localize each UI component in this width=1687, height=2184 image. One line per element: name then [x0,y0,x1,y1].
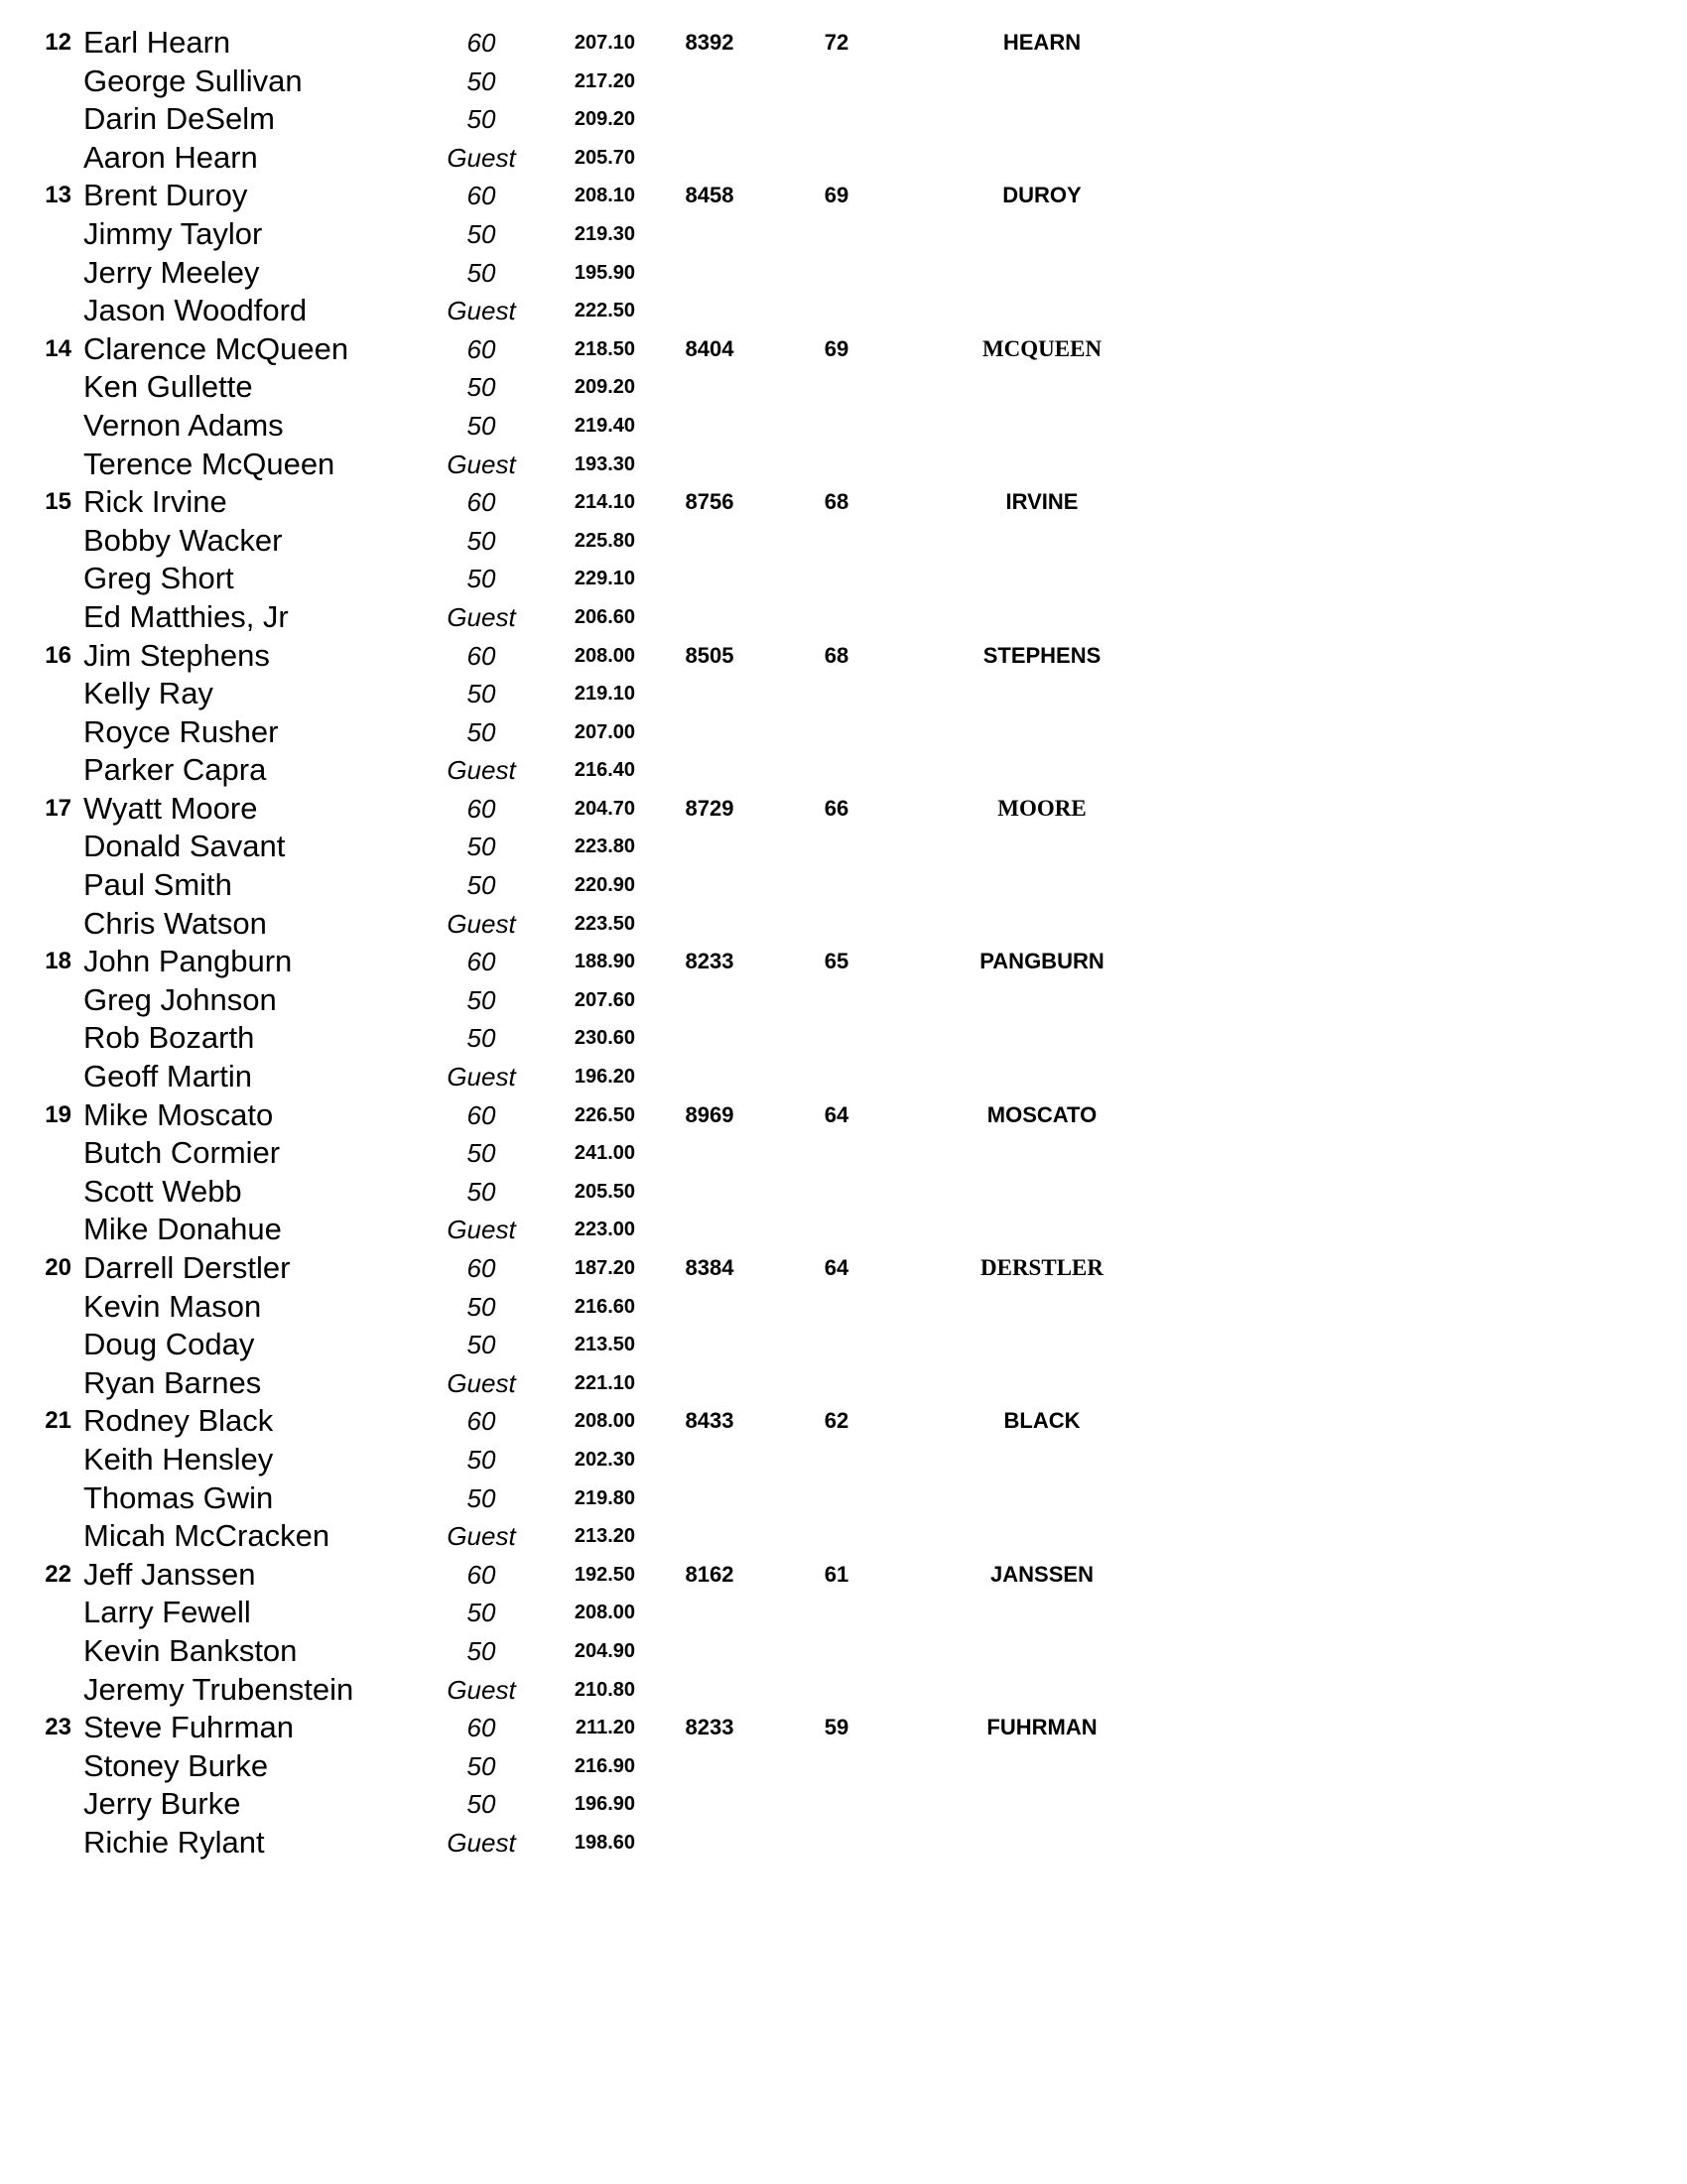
age-division: Guest [447,296,516,326]
age-division: 60 [466,28,496,58]
team-name: HEARN [1002,30,1082,55]
age-division: Guest [447,1827,516,1858]
team-group [0,177,1687,329]
age-division: 50 [466,1330,496,1360]
age-division: 60 [466,333,496,364]
bowler-score: 226.50 [574,1103,635,1126]
bowler-name: Kevin Bankston [83,1632,298,1668]
bowler-score: 216.60 [574,1295,635,1318]
bowler-name: Richie Rylant [83,1824,265,1860]
bowler-score: 187.20 [574,1257,635,1279]
team-points: 62 [824,1408,849,1434]
team-lead-row [0,1709,1687,1747]
bowler-name: Scott Webb [83,1173,242,1209]
bowler-score: 209.20 [574,376,635,399]
member-row [0,1019,1687,1058]
age-division: 50 [466,564,496,594]
member-row [0,560,1687,598]
member-row [0,1364,1687,1403]
bowler-name: Greg Johnson [83,981,277,1017]
member-row [0,866,1687,905]
age-division: Guest [447,1521,516,1552]
bowler-score: 210.80 [574,1678,635,1701]
bowler-name: Jason Woodford [83,293,308,328]
bowler-name: Mike Moscato [83,1096,274,1132]
bowler-name: Butch Cormier [83,1135,281,1171]
age-division: 50 [466,1635,496,1666]
bowler-score: 214.10 [574,491,635,514]
member-row [0,100,1687,139]
bowler-name: Stoney Burke [83,1747,269,1783]
member-row [0,1134,1687,1173]
bowler-name: Ken Gullette [83,369,253,405]
bowler-name: Wyatt Moore [83,790,258,826]
bowler-score: 219.10 [574,683,635,706]
bowler-name: Donald Savant [83,829,286,864]
member-row [0,713,1687,752]
bowler-name: Steve Fuhrman [83,1710,294,1745]
bowler-score: 223.50 [574,912,635,935]
team-points: 68 [824,489,849,515]
member-row [0,981,1687,1020]
team-group [0,1249,1687,1402]
team-total: 8162 [685,1561,734,1587]
bowler-score: 230.60 [574,1027,635,1050]
age-division: 50 [466,1789,496,1820]
team-group [0,1096,1687,1249]
bowler-name: Greg Short [83,561,234,596]
member-row [0,1441,1687,1479]
member-row [0,407,1687,446]
bowler-score: 193.30 [574,452,635,475]
age-division: 50 [466,870,496,901]
team-name: MOORE [997,795,1087,821]
bowler-name: Royce Rusher [83,713,279,749]
age-division: 50 [466,372,496,403]
team-group [0,1556,1687,1709]
bowler-score: 211.20 [575,1717,635,1739]
member-row [0,522,1687,561]
team-points: 69 [824,335,849,361]
team-points: 64 [824,1101,849,1127]
team-lead-row [0,330,1687,369]
bowler-score: 208.00 [574,1602,635,1624]
age-division: 60 [466,793,496,824]
team-name: DERSTLER [980,1255,1103,1280]
team-number: 12 [45,29,71,56]
bowler-score: 196.90 [574,1793,635,1816]
bowler-name: Vernon Adams [83,407,284,443]
bowler-score: 216.40 [574,759,635,782]
member-row [0,1747,1687,1786]
member-row [0,215,1687,254]
team-lead-row [0,1556,1687,1595]
bowler-score: 207.60 [574,988,635,1011]
team-lead-row [0,943,1687,981]
age-division: 50 [466,218,496,249]
member-row [0,598,1687,637]
bowler-score: 207.00 [574,720,635,743]
bowler-score: 220.90 [574,874,635,897]
bowler-name: Chris Watson [83,905,267,941]
member-row [0,1824,1687,1863]
team-group [0,790,1687,943]
member-row [0,905,1687,944]
team-group [0,330,1687,483]
team-group [0,24,1687,177]
member-row [0,1517,1687,1556]
member-row [0,1288,1687,1327]
team-points: 61 [824,1561,849,1587]
team-lead-row [0,1096,1687,1135]
bowler-name: Ryan Barnes [83,1364,262,1400]
bowler-name: Jeff Janssen [83,1556,256,1592]
age-division: 60 [466,1099,496,1130]
team-lead-row [0,483,1687,522]
team-group [0,943,1687,1095]
age-division: 50 [466,716,496,747]
team-total: 8458 [685,183,734,208]
team-group [0,637,1687,790]
team-lead-row [0,1249,1687,1288]
team-total: 8969 [685,1101,734,1127]
bowler-score: 219.80 [574,1486,635,1509]
team-name: FUHRMAN [986,1715,1098,1740]
bowler-name: Terence McQueen [83,446,335,481]
bowler-name: Jerry Meeley [83,254,260,290]
age-division: 50 [466,257,496,288]
team-number: 17 [45,794,71,822]
age-division: 50 [466,410,496,441]
bowler-score: 216.90 [574,1754,635,1777]
team-name: BLACK [1003,1408,1081,1434]
team-number: 22 [45,1560,71,1588]
team-lead-row [0,1402,1687,1441]
bowler-name: Jimmy Taylor [83,215,263,251]
bowler-name: Parker Capra [83,752,267,788]
results-sheet [0,24,1687,1863]
age-division: Guest [447,1367,516,1398]
age-division: 60 [466,1559,496,1590]
age-division: 50 [466,104,496,135]
team-total: 8392 [685,30,734,55]
team-total: 8756 [685,489,734,515]
bowler-score: 207.10 [574,32,635,54]
team-points: 69 [824,183,849,208]
member-row [0,1326,1687,1364]
age-division: 50 [466,832,496,862]
bowler-name: Mike Donahue [83,1212,282,1247]
bowler-score: 204.70 [574,797,635,820]
team-total: 8505 [685,642,734,668]
age-division: 50 [466,1138,496,1169]
team-name: PANGBURN [979,949,1104,974]
team-total: 8404 [685,335,734,361]
team-lead-row [0,24,1687,63]
team-total: 8433 [685,1408,734,1434]
team-number: 14 [45,334,71,362]
team-number: 19 [45,1100,71,1128]
team-points: 59 [824,1715,849,1740]
bowler-score: 213.20 [574,1525,635,1548]
team-number: 18 [45,948,71,975]
bowler-name: Thomas Gwin [83,1479,274,1515]
member-row [0,292,1687,330]
team-name: MCQUEEN [981,335,1103,361]
bowler-name: Doug Coday [83,1327,255,1362]
bowler-name: Larry Fewell [83,1595,251,1630]
age-division: 50 [466,984,496,1015]
bowler-name: Darrell Derstler [83,1250,291,1285]
age-division: 60 [466,487,496,518]
age-division: 50 [466,1176,496,1207]
team-number: 15 [45,488,71,516]
member-row [0,368,1687,407]
age-division: Guest [447,1674,516,1705]
bowler-name: Geoff Martin [83,1059,253,1094]
team-points: 68 [824,642,849,668]
bowler-score: 208.10 [574,185,635,207]
age-division: Guest [447,1062,516,1092]
bowler-score: 223.80 [574,835,635,858]
age-division: 60 [466,640,496,671]
age-division: 60 [466,1406,496,1437]
bowler-score: 195.90 [574,261,635,284]
bowler-score: 204.90 [574,1639,635,1662]
team-number: 16 [45,641,71,669]
bowler-name: Kevin Mason [83,1288,262,1324]
team-points: 66 [824,795,849,821]
team-lead-row [0,637,1687,676]
member-row [0,1632,1687,1671]
bowler-score: 221.10 [574,1371,635,1394]
bowler-name: Rick Irvine [83,484,227,520]
member-row [0,1594,1687,1632]
team-number: 20 [45,1254,71,1281]
team-name: STEPHENS [982,642,1102,668]
team-number: 13 [45,182,71,209]
bowler-name: Keith Hensley [83,1441,274,1477]
bowler-score: 188.90 [574,951,635,973]
age-division: Guest [447,755,516,786]
bowler-name: Kelly Ray [83,676,213,711]
bowler-score: 208.00 [574,1410,635,1433]
bowler-score: 225.80 [574,529,635,552]
team-total: 8384 [685,1255,734,1280]
member-row [0,446,1687,484]
bowler-score: 222.50 [574,300,635,322]
bowler-name: Micah McCracken [83,1518,330,1554]
age-division: Guest [447,601,516,632]
team-name: JANSSEN [990,1561,1094,1587]
age-division: 50 [466,1598,496,1628]
bowler-name: Rob Bozarth [83,1020,255,1056]
age-division: 60 [466,181,496,211]
bowler-score: 202.30 [574,1448,635,1471]
bowler-name: Earl Hearn [83,25,231,60]
bowler-score: 192.50 [574,1563,635,1586]
bowler-score: 205.50 [574,1180,635,1203]
team-lead-row [0,177,1687,215]
age-division: 50 [466,1444,496,1475]
bowler-score: 219.30 [574,222,635,245]
member-row [0,1479,1687,1518]
age-division: 60 [466,1713,496,1743]
bowler-score: 241.00 [574,1142,635,1165]
age-division: 50 [466,679,496,709]
team-total: 8233 [685,1715,734,1740]
member-row [0,254,1687,293]
member-row [0,1211,1687,1249]
age-division: 50 [466,65,496,96]
age-division: 60 [466,947,496,977]
age-division: 50 [466,1023,496,1054]
bowler-score: 209.20 [574,108,635,131]
bowler-name: George Sullivan [83,63,303,98]
bowler-score: 218.50 [574,337,635,360]
member-row [0,63,1687,101]
team-number: 21 [45,1407,71,1435]
team-points: 72 [824,30,849,55]
bowler-name: Brent Duroy [83,178,248,213]
team-group [0,1709,1687,1862]
team-name: DUROY [1002,183,1082,208]
bowler-score: 217.20 [574,69,635,92]
bowler-score: 196.20 [574,1066,635,1089]
bowler-score: 213.50 [574,1334,635,1356]
age-division: 50 [466,1750,496,1781]
team-total: 8729 [685,795,734,821]
team-number: 23 [45,1714,71,1741]
member-row [0,751,1687,790]
bowler-score: 206.60 [574,605,635,628]
bowler-name: Ed Matthies, Jr [83,598,289,634]
bowler-name: Jeremy Trubenstein [83,1671,354,1707]
bowler-name: John Pangburn [83,944,293,979]
age-division: 60 [466,1253,496,1283]
bowler-name: Bobby Wacker [83,522,283,558]
member-row [0,675,1687,713]
team-group [0,1402,1687,1555]
bowler-score: 208.00 [574,644,635,667]
bowler-name: Rodney Black [83,1403,274,1439]
member-row [0,1785,1687,1824]
member-row [0,1058,1687,1096]
member-row [0,1173,1687,1212]
member-row [0,139,1687,178]
age-division: Guest [447,908,516,939]
member-row [0,828,1687,866]
member-row [0,1671,1687,1710]
age-division: 50 [466,525,496,556]
bowler-name: Jerry Burke [83,1786,241,1822]
team-lead-row [0,790,1687,829]
age-division: 50 [466,1482,496,1513]
team-points: 65 [824,949,849,974]
team-points: 64 [824,1255,849,1280]
bowler-score: 205.70 [574,146,635,169]
bowler-name: Darin DeSelm [83,101,275,137]
bowler-score: 229.10 [574,568,635,590]
age-division: Guest [447,449,516,479]
bowler-score: 198.60 [574,1831,635,1854]
bowler-name: Clarence McQueen [83,330,349,366]
team-group [0,483,1687,636]
bowler-name: Paul Smith [83,867,232,903]
bowler-score: 219.40 [574,414,635,437]
team-total: 8233 [685,949,734,974]
age-division: 50 [466,1291,496,1322]
age-division: Guest [447,142,516,173]
age-division: Guest [447,1215,516,1245]
bowler-score: 223.00 [574,1219,635,1241]
bowler-name: Aaron Hearn [83,139,258,175]
team-name: MOSCATO [986,1101,1098,1127]
bowler-name: Jim Stephens [83,637,270,673]
team-name: IRVINE [1005,489,1079,515]
